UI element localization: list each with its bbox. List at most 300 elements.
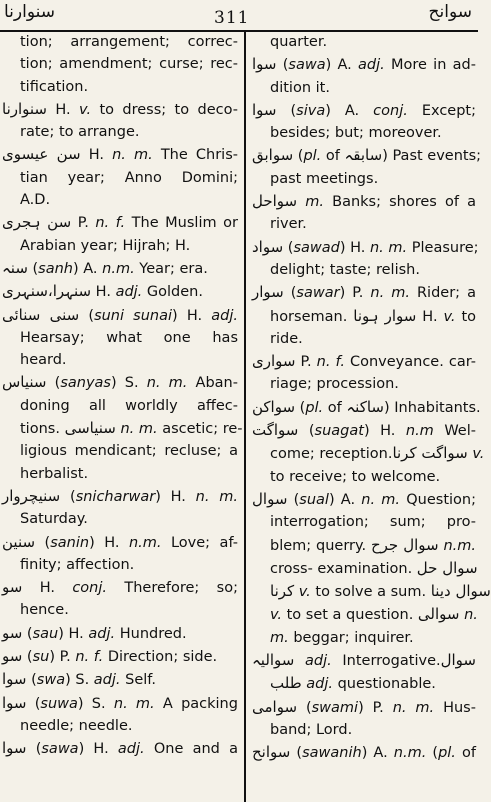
urdu-headword: کرنا [270,582,295,601]
dictionary-entry [2,280,238,303]
dictionary-entry [2,692,238,738]
definition-text: questionable. [332,676,436,693]
entry-line [2,715,238,737]
grammar-label: n. m. [369,239,408,256]
definition-text: Pleasure; [407,239,479,256]
entry-line [252,488,476,511]
definition-text: tification. [20,78,89,95]
definition-text: to set a question. [282,607,418,624]
definition-text: Except; [407,102,476,119]
urdu-headword: سواد [252,237,284,256]
definition-text: P. [295,354,317,371]
urdu-headword: سوار [252,283,284,302]
definition-text: ) H. [363,423,406,440]
definition-text: ligious mendicant; recluse; a [20,443,238,460]
definition-text: H. [47,101,80,118]
dictionary-entry [252,649,476,696]
grammar-label: swami [311,699,359,716]
urdu-headword: سوال دینا [430,582,491,601]
dictionary-entry [252,31,476,53]
entry-line [2,668,238,691]
grammar-label: m. [270,629,289,646]
urdu-headword: سن ہجری [2,213,72,232]
entry-line [252,281,476,304]
urdu-headword: سوال [252,489,288,508]
definition-text: ( [298,423,315,440]
entry-line [2,53,238,75]
entry-line [2,31,238,53]
entry-line [252,672,476,695]
grammar-label: n.m [405,423,434,440]
grammar-label: n. m. [146,375,188,392]
definition-text: interrogation; sum; pro- [270,514,476,531]
definition-text: to receive; to welcome. [270,468,441,485]
grammar-label: v. [79,101,92,118]
entry-line [252,99,476,122]
entry-line [2,463,238,485]
definition-text: come; reception. [270,446,393,463]
definition-text: ) A. [328,491,362,508]
definition-text: H. [416,308,444,325]
entry-line [2,576,238,599]
urdu-headword: سواکن [252,397,296,416]
grammar-label: n. f. [316,354,345,371]
dictionary-entry [2,211,238,257]
grammar-label: suwa [40,695,78,712]
definition-text [294,653,305,669]
entry-line [252,649,476,672]
entry-line [252,190,476,213]
definition-text: needle; needle. [20,717,133,734]
definition-text: tions. [20,421,65,438]
entry-line [252,442,485,465]
grammar-label: sawanih [302,745,362,762]
grammar-label: n. m. [112,147,153,164]
definition-text: ) S. [77,695,114,712]
dictionary-entry [2,371,243,484]
grammar-label: n.m. [102,260,135,277]
page-header [0,0,478,30]
grammar-label: v. [298,584,311,601]
definition-text: ( [283,285,297,302]
urdu-headword: سنیاسی [64,419,116,438]
definition-text: ) H. [58,625,89,642]
definition-text: of [323,399,347,416]
grammar-label: sawar [296,285,340,302]
definition-text: ( [426,745,439,762]
definition-text: rate; to arrange. [20,124,140,141]
definition-text: ) Past events; [382,148,482,165]
definition-text: to dress; to deco- [91,101,238,118]
urdu-headword: سوا [252,100,277,119]
definition-text: ( [297,699,312,716]
header-left-catchword: سنوارنا [4,2,55,22]
dictionary-entry [2,737,238,760]
dictionary-entry [2,31,238,98]
grammar-label: v. [270,607,283,624]
definition-text: ( [79,307,95,324]
dictionary-entry [2,531,238,577]
grammar-label: conj. [72,580,107,597]
entry-line [2,485,238,508]
entry-line [252,373,476,395]
urdu-headword: سوال جرح [370,535,439,554]
grammar-label: sanyas [60,375,111,392]
definition-text: Golden. [142,284,203,301]
definition-text: ( [46,375,61,392]
definition-text: ) A. [361,745,394,762]
urdu-headword: سوابق [252,146,294,165]
dictionary-entry [2,576,238,622]
definition-text: of [321,148,345,165]
urdu-headword: سنہرا،سنہری [2,282,92,301]
definition-text: Aban- [187,375,238,392]
definition-text: ( [276,102,297,119]
entry-line [2,371,238,394]
definition-text: Interrogative. [331,653,441,670]
definition-text: ) H. [339,239,370,256]
grammar-label: m. [305,194,324,211]
grammar-label: adj. [211,307,238,324]
urdu-headword: سنی سنائی [2,305,80,324]
dictionary-entry [252,236,479,282]
definition-text: ( [287,491,300,508]
page-number: 311 [214,8,250,28]
urdu-headword: سوانح [252,743,291,762]
entry-line [2,554,238,576]
entry-line [2,440,238,462]
urdu-headword: سنین [2,532,36,551]
urdu-headword: طلب [270,674,302,693]
definition-text: besides; but; moreover. [270,125,442,142]
grammar-label: n. m. [361,491,401,508]
entry-line [2,257,238,280]
definition-text: The Chris- [152,147,238,164]
entry-line [252,396,481,419]
dictionary-entry [252,419,485,488]
dictionary-entry [2,622,238,645]
grammar-label: n.m. [128,534,162,551]
definition-text: ( [295,399,306,416]
definition-text: Love; af- [161,534,238,551]
dictionary-entry [252,281,476,350]
definition-text: tion; arrangement; correc- [20,34,238,50]
definition-text: dition it. [270,79,330,96]
entry-line [252,31,476,53]
entry-line [2,349,238,371]
entry-line [2,737,238,760]
grammar-label: n. m. [120,421,158,438]
definition-text: ) S. [65,672,94,689]
definition-text: delight; taste; relish. [270,261,420,278]
definition-text: to solve a sum. [310,584,431,601]
grammar-label: siva [296,102,326,119]
definition-text: ) P. [49,649,76,666]
entry-line [252,466,476,488]
grammar-label: sawa [41,741,79,758]
grammar-label: swa [36,672,66,689]
urdu-headword: سن عیسوی [2,145,81,164]
definition-text: H. [80,147,113,164]
definition-text: Conveyance. car- [344,354,476,371]
entry-line [252,305,476,328]
dictionary-entry [252,741,476,764]
entry-line [2,692,238,715]
definition-text: band; Lord. [270,721,353,738]
definition-text: to [455,308,477,325]
entry-line [2,280,238,303]
grammar-label: n. f. [95,215,126,232]
definition-text: ) P. [358,699,393,716]
entry-line [2,622,238,645]
grammar-label: sual [299,491,329,508]
entry-line [2,76,238,98]
grammar-label: adj. [93,672,121,689]
urdu-headword: سوا [2,693,27,712]
definition-text: riage; procession. [270,376,399,393]
definition-text: of [455,745,476,762]
definition-text: ) H. [89,534,129,551]
urdu-headword: سو [2,623,23,642]
definition-text: ( [290,745,303,762]
urdu-headword: سواگت کرنا [392,444,468,463]
entry-line [2,417,243,440]
grammar-label: n. [464,607,478,624]
urdu-headword: سو [2,647,23,666]
grammar-label: n. m. [370,285,410,302]
entry-line [2,531,238,554]
urdu-headword: ساکنہ [346,397,384,416]
entry-line [2,143,238,166]
definition-text: ) P. [339,285,371,302]
grammar-label: adj. [305,653,332,670]
definition-text: ) A. [325,57,359,74]
definition-text: hence. [20,602,69,619]
dictionary-entry [252,350,476,396]
definition-text: ( [26,695,41,712]
definition-text: A packing [154,695,238,712]
column-divider [244,32,246,802]
dictionary-entry [252,99,476,145]
definition-text: ( [283,239,294,256]
definition-text: ( [276,57,289,74]
entry-line [2,189,238,211]
definition-text: ) S. [110,375,147,392]
definition-text: Year; era. [134,260,208,277]
definition-text: ascetic; re- [157,421,243,438]
urdu-headword: سوامی [252,697,298,716]
entry-line [252,122,476,144]
definition-text: P. [71,215,96,232]
definition-text: More in ad- [384,57,476,74]
grammar-label: pl. [438,745,456,762]
grammar-label: snicharwar [75,488,156,505]
definition-text: ( [60,488,76,505]
definition-text: H. [91,284,116,301]
dictionary-entry [2,257,238,280]
entry-line [2,235,238,257]
dictionary-entry [2,668,238,691]
dictionary-entry [2,304,238,372]
grammar-label: pl. [303,148,322,165]
entry-line [252,213,476,235]
grammar-label: n. m. [392,699,435,716]
definition-text: Therefore; so; [106,580,238,597]
grammar-label: su [32,649,50,666]
grammar-label: n.m. [393,745,427,762]
entry-line [252,696,476,719]
entry-line [2,327,238,349]
definition-text: ) Inhabitants. [383,399,481,416]
definition-text: ( [27,260,39,277]
dictionary-entry [2,98,238,144]
grammar-label: n.m. [443,537,476,554]
definition-text: Hundred. [115,625,187,642]
definition-text: Wel- [433,423,476,440]
definition-text: Self. [120,672,156,689]
entry-line [252,350,476,373]
definition-text: ) H. [78,741,118,758]
definition-text: river. [270,216,307,233]
dictionary-entry [252,488,491,649]
definition-text: ) A. [325,102,374,119]
definition-text: past meetings. [270,170,379,187]
definition-text: tian year; Anno Domini; [20,169,238,186]
grammar-label: suni sunai [94,307,173,324]
definition-text: Saturday. [20,511,88,528]
definition-text: tion; amendment; curse; rec- [20,56,238,73]
entry-line [252,328,476,350]
entry-line [2,508,238,530]
definition-text: quarter. [270,34,328,50]
urdu-headword: سنہ [2,258,28,277]
urdu-headword: سوال حل [416,558,478,577]
urdu-headword: سوالیہ [252,651,295,670]
entry-line [2,211,238,234]
definition-text: ( [22,625,33,642]
entry-line [2,121,238,143]
grammar-label: adj. [306,676,333,693]
definition-text: Direction; side. [103,649,218,666]
entry-line [252,557,476,580]
definition-text: horseman. [270,308,354,325]
definition-text: ( [35,534,51,551]
entry-line [252,511,476,533]
grammar-label: adj. [117,741,145,758]
entry-line [252,719,476,741]
entry-line [252,741,476,764]
definition-text: Rider; a [409,285,476,302]
definition-text: ) H. [155,488,196,505]
grammar-label: n. m. [195,488,238,505]
urdu-headword: سوالی [417,605,460,624]
grammar-label: n. f. [75,649,104,666]
urdu-headword: سواگت [252,421,299,440]
dictionary-entry [2,143,238,211]
grammar-label: adj. [115,284,143,301]
urdu-headword: سوال [440,651,476,670]
urdu-headword: سنیاس [2,373,47,392]
definition-text: Arabian year; Hijrah; H. [20,237,191,254]
entry-line [252,53,476,76]
grammar-label: v. [472,446,485,463]
entry-line [252,259,476,281]
definition-text: ) A. [73,260,103,277]
left-column [2,31,243,761]
dictionary-entry [252,53,476,99]
urdu-headword: سواری [252,352,296,371]
definition-text: cross- examination. [270,560,417,577]
definition-text: heard. [20,352,67,369]
entry-line [252,603,476,626]
entry-line [252,144,482,167]
entry-line [2,167,238,189]
definition-text: beggar; inquirer. [288,629,414,646]
definition-text: Question; [400,491,476,508]
urdu-headword: سنوارنا [2,99,47,118]
definition-text: ride. [270,330,303,347]
definition-text: Banks; shores of a [324,194,476,211]
urdu-headword: سابقہ [344,146,383,165]
definition-text: ( [293,148,304,165]
definition-text: H. [22,580,73,597]
definition-text: ( [26,741,42,758]
grammar-label: n. m. [113,695,155,712]
grammar-label: pl. [305,399,324,416]
urdu-headword: سوا [252,55,277,74]
urdu-headword: سواحل [252,192,298,211]
entry-line [2,599,238,621]
grammar-label: sawad [293,239,340,256]
definition-text: One and a [144,741,238,758]
urdu-headword: سوا [2,739,27,758]
dictionary-entry [2,645,238,668]
entry-line [2,304,238,327]
entry-line [252,627,476,649]
entry-line [252,534,476,557]
dictionary-entry [252,144,482,190]
definition-text: blem; querry. [270,537,371,554]
entry-line [252,580,491,603]
dictionary-entry [252,696,476,742]
grammar-label: sau [32,625,59,642]
grammar-label: v. [443,308,456,325]
definition-text: Hearsay; what one has [20,329,238,346]
definition-text: ( [22,649,33,666]
grammar-label: conj. [373,102,408,119]
definition-text: Hus- [434,699,476,716]
entry-line [252,77,476,99]
entry-line [252,236,479,259]
entry-line [252,168,476,190]
definition-text: herbalist. [20,465,89,482]
right-column [252,31,491,765]
urdu-headword: سوار ہونا [353,306,417,325]
urdu-headword: سنیچروار [2,486,61,505]
definition-text: ) H. [172,307,212,324]
definition-text: ( [26,672,37,689]
header-right-catchword: سوانح [428,2,472,22]
entry-line [252,419,476,442]
grammar-label: suagat [314,423,364,440]
entry-line [2,645,238,668]
definition-text: doning all worldly affec- [20,397,238,414]
grammar-label: sanh [38,260,73,277]
urdu-headword: سو [2,578,23,597]
grammar-label: adj. [358,57,385,74]
definition-text: A.D. [20,192,51,209]
grammar-label: sawa [288,57,326,74]
